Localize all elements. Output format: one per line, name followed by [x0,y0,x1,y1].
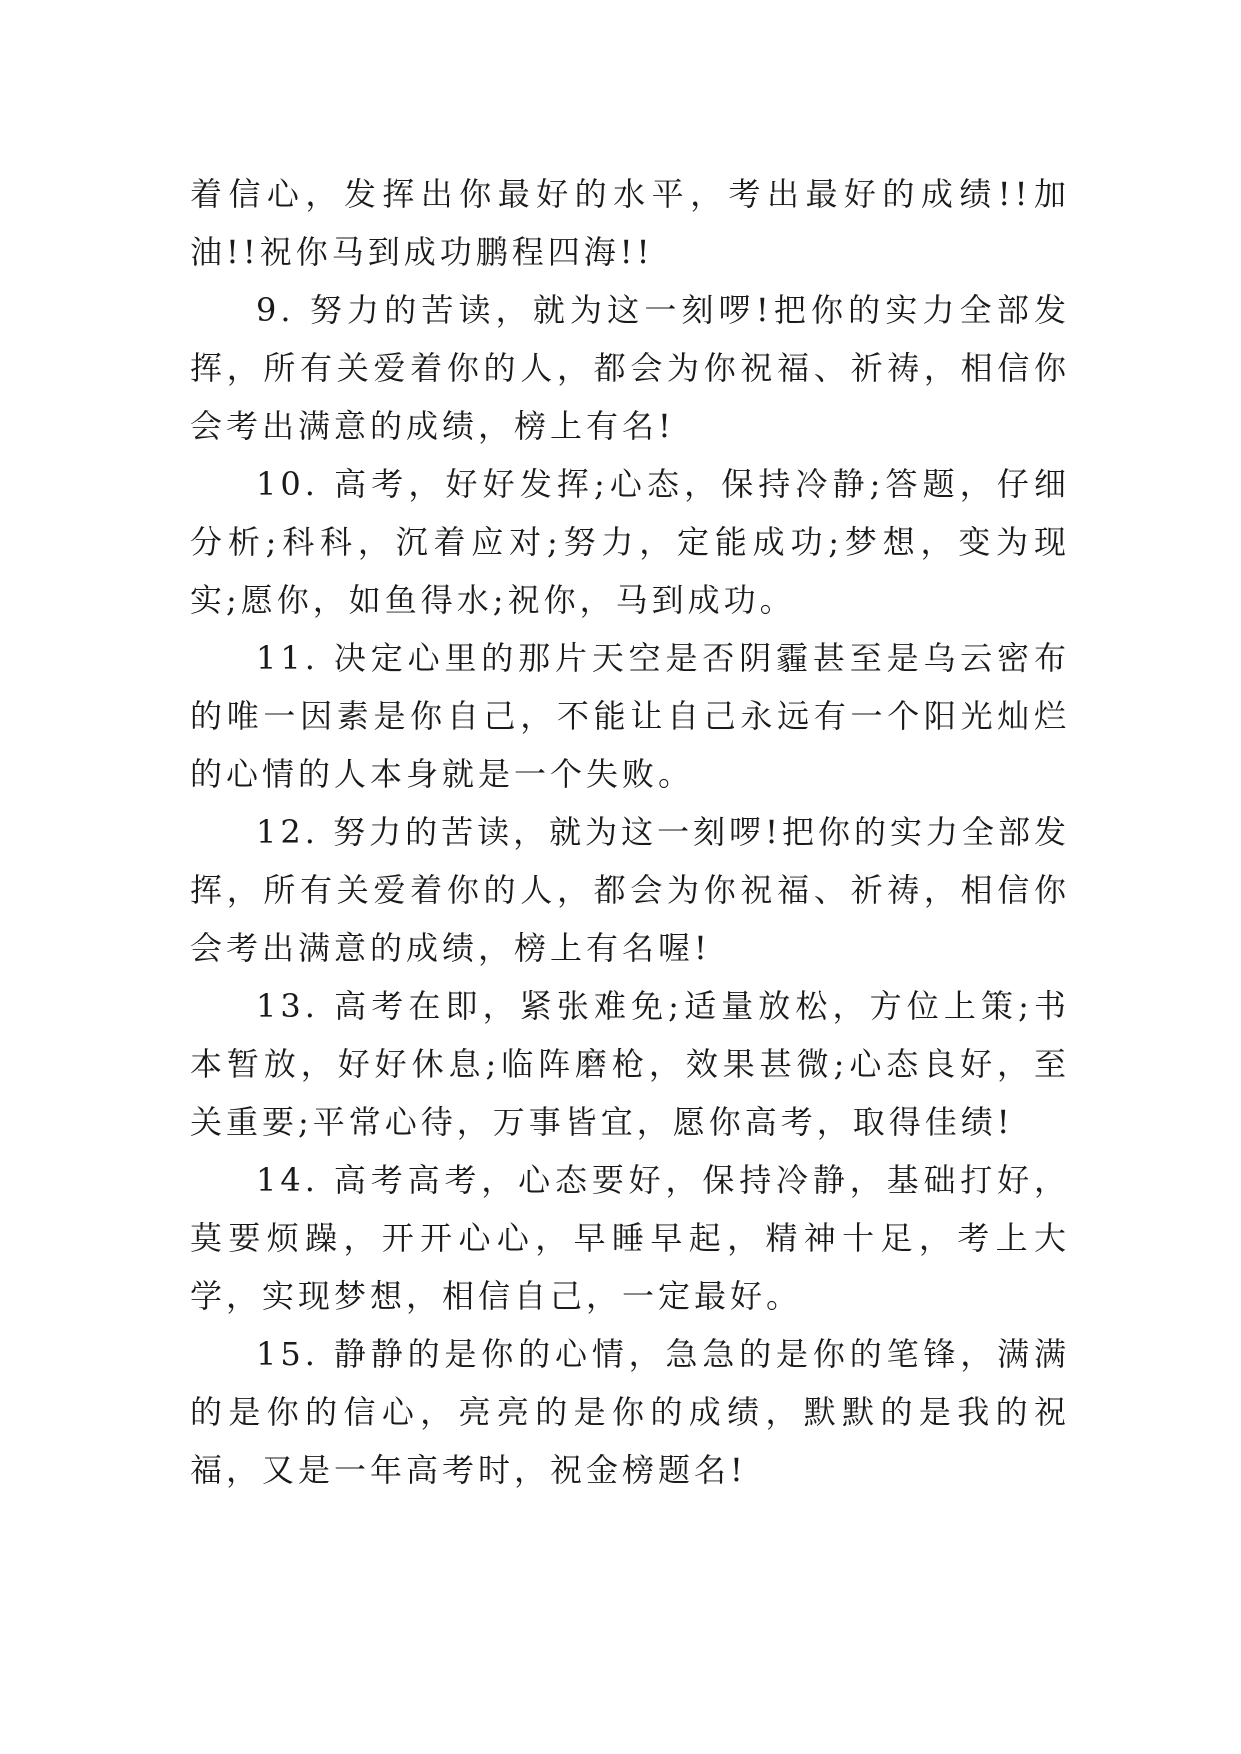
paragraph-item-13: 13. 高考在即，紧张难免;适量放松，方位上策;书本暂放，好好休息;临阵磨枪，效果甚微;心态良好，至关重要;平常心待，万事皆宜，愿你高考，取得佳绩! [190,987,1070,1141]
paragraph-item-11: 11. 决定心里的那片天空是否阴霾甚至是乌云密布的唯一因素是你自己，不能让自己永远有一个阳光灿烂的心情的人本身就是一个失败。 [190,639,1070,793]
document-body [190,165,1070,1499]
paragraph-item-10: 10. 高考，好好发挥;心态，保持冷静;答题，仔细分析;科科，沉着应对;努力，定能成功;梦想，变为现实;愿你，如鱼得水;祝你，马到成功。 [190,465,1070,619]
paragraph-continued: 着信心，发挥出你最好的水平，考出最好的成绩!!加油!!祝你马到成功鹏程四海!! [190,175,1070,271]
paragraph-item-15: 15. 静静的是你的心情，急急的是你的笔锋，满满的是你的信心，亮亮的是你的成绩，默默的是我的祝福，又是一年高考时，祝金榜题名! [190,1335,1070,1489]
paragraph-item-14: 14. 高考高考，心态要好，保持冷静，基础打好，莫要烦躁，开开心心，早睡早起，精神十足，考上大学，实现梦想，相信自己，一定最好。 [190,1161,1070,1315]
paragraph-item-12: 12. 努力的苦读，就为这一刻啰!把你的实力全部发挥，所有关爱着你的人，都会为你祝福、祈祷，相信你会考出满意的成绩，榜上有名喔! [190,813,1070,967]
paragraph-item-9: 9. 努力的苦读，就为这一刻啰!把你的实力全部发挥，所有关爱着你的人，都会为你祝福、祈祷，相信你会考出满意的成绩，榜上有名! [190,291,1070,445]
